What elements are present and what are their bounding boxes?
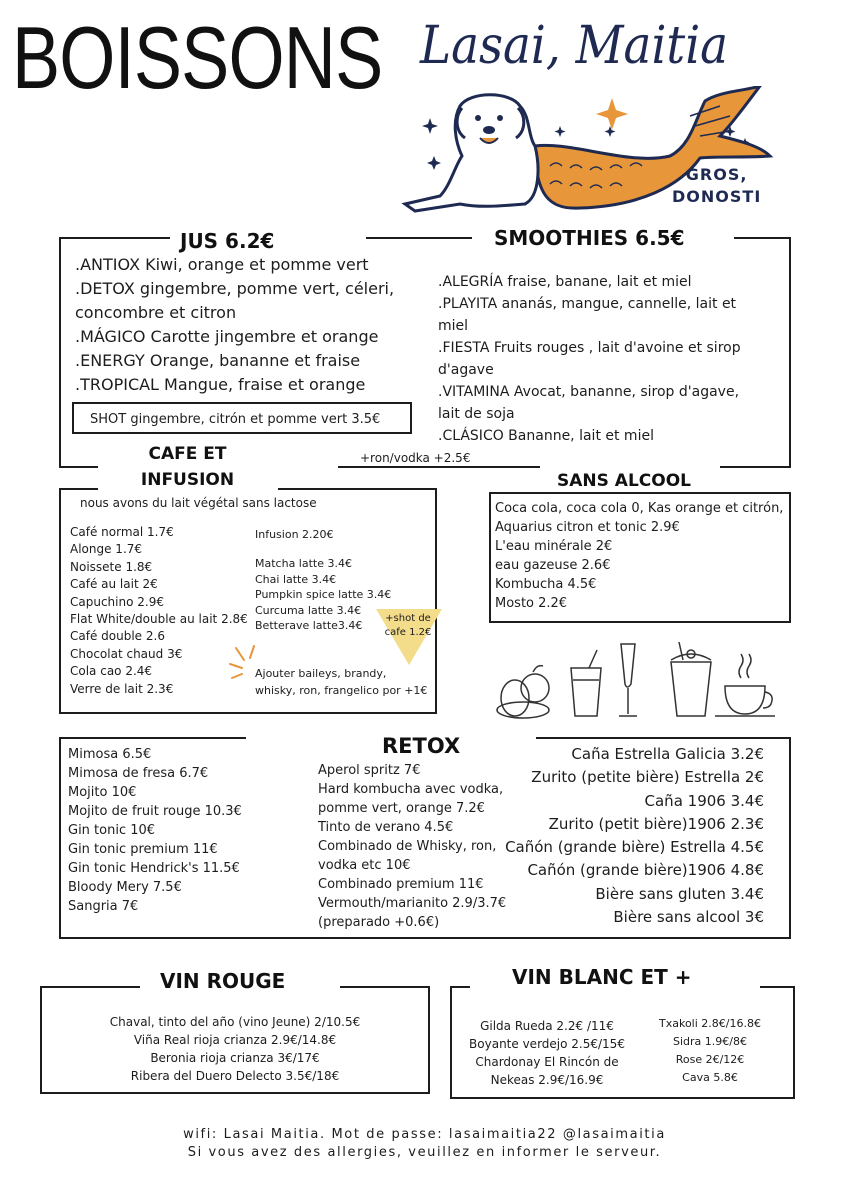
list-item: Chocolat chaud 3€ — [70, 646, 183, 661]
list-item: .FIESTA Fruits rouges , lait d'avoine et sirop — [438, 340, 741, 356]
latte-list — [255, 556, 391, 634]
retox-cocktails-list — [68, 745, 242, 916]
list-item: Bière sans alcool 3€ — [613, 908, 764, 927]
list-item: Bière sans gluten 3.4€ — [595, 884, 764, 903]
list-item: Combinado premium 11€ — [318, 877, 484, 892]
list-item: Cañón (grande bière)1906 4.8€ — [527, 861, 764, 880]
list-item: lait de soja — [438, 406, 515, 422]
list-item: .ENERGY Orange, bananne et fraise — [75, 351, 361, 370]
cafe-addon — [255, 665, 427, 699]
list-item: Gilda Rueda 2.2€ /11€ — [480, 1019, 614, 1033]
jus-title: JUS 6.2€ — [180, 229, 275, 253]
list-item: Gin tonic 10€ — [68, 823, 156, 838]
list-item: Pumpkin spice latte 3.4€ — [255, 588, 392, 601]
list-item: Mosto 2.2€ — [495, 596, 568, 611]
list-item: Tinto de verano 4.5€ — [318, 820, 454, 835]
list-item: .VITAMINA Avocat, bananne, sirop d'agave, — [438, 384, 740, 400]
list-item: Capuchino 2.9€ — [70, 594, 164, 609]
brand-name: Lasai, Maitia — [420, 16, 729, 76]
list-item: Kombucha 4.5€ — [495, 577, 597, 592]
smoothies-list — [438, 271, 741, 447]
list-item: Mojito 10€ — [68, 785, 137, 800]
list-item: Sangria 7€ — [68, 899, 139, 914]
cafe-addon-line1: Ajouter baileys, brandy, — [255, 667, 387, 680]
list-item: Aquarius citron et tonic 2.9€ — [495, 520, 680, 535]
list-item: Mimosa 6.5€ — [68, 747, 152, 762]
cafe-title — [100, 441, 275, 493]
list-item: vodka etc 10€ — [318, 858, 411, 873]
shot-box — [72, 402, 412, 434]
vin-rouge-title: VIN ROUGE — [160, 969, 286, 993]
list-item: Rose 2€/12€ — [675, 1053, 745, 1066]
list-item: Cola cao 2.4€ — [70, 664, 153, 679]
list-item: Vermouth/marianito 2.9/3.7€ — [318, 896, 507, 911]
list-item: Cava 5.8€ — [682, 1071, 738, 1084]
juice-glass-icon — [571, 650, 601, 716]
list-item: Gin tonic premium 11€ — [68, 842, 218, 857]
list-item: Zurito (petit bière)1906 2.3€ — [548, 814, 764, 833]
list-item: Beronia rioja crianza 3€/17€ — [150, 1051, 320, 1065]
list-item: Caña Estrella Galicia 3.2€ — [571, 745, 764, 763]
cafe-list — [70, 524, 248, 698]
list-item: Sidra 1.9€/8€ — [673, 1035, 747, 1048]
vin-blanc-title: VIN BLANC ET + — [512, 965, 692, 989]
coffee-cup-icon — [715, 654, 775, 716]
list-item: Combinado de Whisky, ron, — [318, 839, 497, 854]
list-item: .DETOX gingembre, pomme vert, céleri, — [75, 279, 395, 298]
cafe-note: nous avons du lait végétal sans lactose — [80, 496, 317, 510]
location-line2: DONOSTI — [672, 187, 762, 206]
list-item: Ribera del Duero Delecto 3.5€/18€ — [130, 1069, 340, 1083]
page-title: BOISSONS — [12, 8, 383, 107]
list-item: Hard kombucha avec vodka, — [318, 782, 504, 797]
champagne-glass-icon — [619, 644, 637, 716]
list-item: Coca cola, coca cola 0, Kas orange et citrón, — [495, 501, 784, 516]
cafe-title-line2: INFUSION — [140, 470, 235, 490]
list-item: Boyante verdejo 2.5€/15€ — [469, 1037, 625, 1051]
list-item: Bloody Mery 7.5€ — [68, 880, 182, 895]
footer — [0, 1126, 849, 1162]
sparkle-icon — [596, 98, 628, 130]
list-item: Chaval, tinto del año (vino Jeune) 2/10.5€ — [109, 1015, 361, 1029]
list-item: Matcha latte 3.4€ — [255, 557, 352, 570]
location — [672, 164, 761, 208]
list-item: .ANTIOX Kiwi, orange et pomme vert — [75, 255, 369, 274]
vin-blanc-list-2 — [640, 1015, 780, 1087]
list-item: Curcuma latte 3.4€ — [255, 603, 362, 617]
list-item: Caña 1906 3.4€ — [644, 791, 764, 810]
shot-text: SHOT gingembre, citrón et pomme vert 3.5€ — [90, 412, 381, 427]
vin-blanc-list — [463, 1017, 631, 1089]
fruit-icon — [497, 666, 549, 718]
sans-alcool-title: SANS ALCOOL — [557, 471, 691, 491]
list-item: .ALEGRÍA fraise, banane, lait et miel — [438, 274, 692, 290]
list-item: concombre et citron — [75, 303, 237, 322]
list-item: Café normal 1.7€ — [70, 525, 174, 539]
list-item: .CLÁSICO Bananne, lait et miel — [438, 428, 654, 444]
list-item: Flat White/double au lait 2.8€ — [70, 612, 248, 627]
list-item: Cañón (grande bière) Estrella 4.5€ — [505, 838, 764, 857]
milkshake-icon — [671, 642, 711, 716]
list-item: (preparado +0.6€) — [318, 915, 440, 930]
footer-wifi: wifi: Lasai Maitia. Mot de passe: lasaimaitia22 @lasaimaitia — [183, 1127, 666, 1142]
cafe-title-line1: CAFE ET — [148, 444, 227, 464]
list-item: Txakoli 2.8€/16.8€ — [659, 1017, 761, 1030]
list-item: L'eau minérale 2€ — [495, 539, 613, 554]
retox-beer-list — [505, 743, 764, 929]
list-item: Mojito de fruit rouge 10.3€ — [68, 804, 242, 819]
drink-illustrations — [493, 640, 783, 722]
infusion-item: Infusion 2.20€ — [255, 528, 334, 541]
list-item: Noissete 1.8€ — [70, 559, 153, 574]
shot-label — [380, 612, 436, 640]
retox-mixed-list — [318, 761, 506, 932]
vin-rouge-list — [40, 1013, 430, 1085]
list-item: .TROPICAL Mangue, fraise et orange — [75, 375, 366, 394]
list-item: eau gazeuse 2.6€ — [495, 558, 611, 573]
list-item: miel — [438, 318, 469, 334]
sans-alcool-list — [495, 499, 783, 613]
list-item: Aperol spritz 7€ — [318, 763, 421, 778]
list-item: Café au lait 2€ — [70, 577, 158, 592]
smoothies-extra: +ron/vodka +2.5€ — [360, 451, 471, 465]
cafe-addon-line2: whisky, ron, frangelico por +1€ — [255, 684, 428, 697]
list-item: Chardonay El Rincón de — [475, 1055, 619, 1069]
list-item: .PLAYITA ananás, mangue, cannelle, lait et — [438, 296, 737, 312]
list-item: Gin tonic Hendrick's 11.5€ — [68, 861, 240, 876]
list-item: d'agave — [438, 362, 494, 378]
footer-allergies: Si vous avez des allergies, veuillez en informer le serveur. — [187, 1145, 662, 1160]
list-item: Nekeas 2.9€/16.9€ — [490, 1073, 604, 1087]
list-item: Café double 2.6 — [70, 629, 165, 644]
jus-list — [75, 253, 394, 397]
shot-label-line2: cafe 1.2€ — [384, 627, 432, 638]
list-item: pomme vert, orange 7.2€ — [318, 801, 485, 816]
list-item: Betterave latte3.4€ — [255, 619, 363, 632]
smoothies-title: SMOOTHIES 6.5€ — [494, 226, 685, 250]
list-item: .MÁGICO Carotte jingembre et orange — [75, 327, 379, 346]
list-item: Chai latte 3.4€ — [255, 572, 337, 586]
list-item: Zurito (petite bière) Estrella 2€ — [531, 768, 764, 787]
shot-label-line1: +shot de — [385, 613, 431, 624]
list-item: Mimosa de fresa 6.7€ — [68, 766, 209, 781]
retox-title: RETOX — [382, 734, 461, 758]
list-item: Alonge 1.7€ — [70, 542, 143, 557]
list-item: Viña Real rioja crianza 2.9€/14.8€ — [133, 1033, 337, 1047]
location-line1: GROS, — [685, 165, 748, 184]
list-item: Verre de lait 2.3€ — [70, 681, 174, 696]
